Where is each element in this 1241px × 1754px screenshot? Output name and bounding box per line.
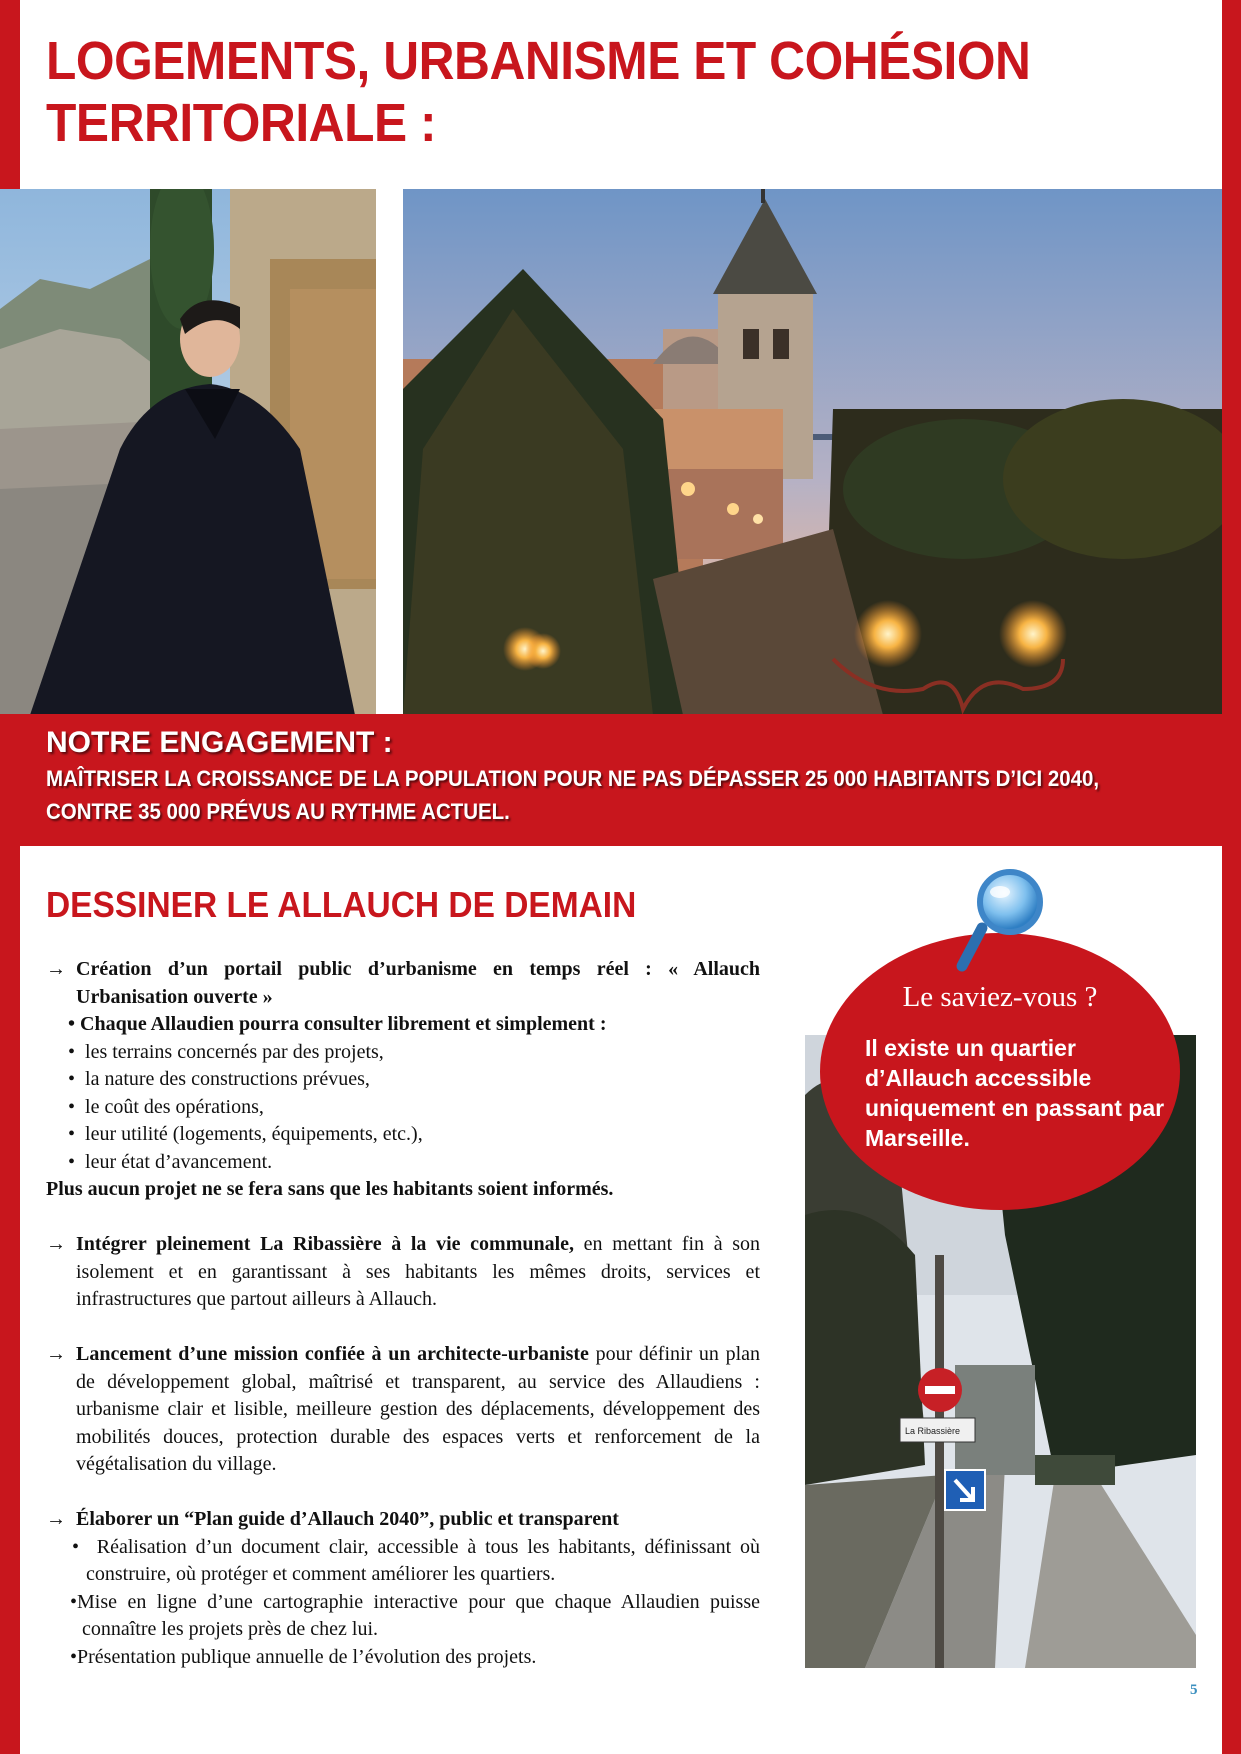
page-title-line-1: LOGEMENTS, URBANISME ET COHÉSION (46, 31, 1031, 91)
bullet-icon: • (68, 1150, 76, 1173)
block1-lead: → Création d’un portail public d’urbanisme en temps réel : « Allauch Urbanisation ouverte » (46, 958, 760, 1008)
list-item: • Réalisation d’un document clair, accessible à tous les habitants, définissant où construire, où protéger et comment améliorer les quartiers. (72, 1535, 760, 1585)
magnifying-glass-icon (952, 866, 1052, 976)
section-title: DESSINER LE ALLAUCH DE DEMAIN (46, 884, 637, 925)
did-you-know-text: Il existe un quartier d’Allauch accessible uniquement en passant par Marseille. (865, 1035, 1165, 1151)
left-red-bar (0, 0, 20, 190)
block2: → Intégrer pleinement La Ribassière à la vie communale, en mettant fin à son isolement et en garantissant à ses habitants les mêmes droits, services et infrastructures que partout ailleurs à Allauch. (46, 1233, 760, 1310)
list-item: • leur état d’avancement. (68, 1150, 273, 1173)
block4-lead: → Élaborer un “Plan guide d’Allauch 2040”, public et transparent (46, 1506, 760, 1534)
candidate-photo (0, 189, 376, 715)
sign-label: La Ribassière (905, 1426, 961, 1436)
arrow-icon: → (46, 1508, 66, 1530)
list-item: • la nature des constructions prévues, (68, 1068, 370, 1090)
list-item: •Mise en ligne d’une cartographie interactive pour que chaque Allaudien puisse connaître les projets près de chez lui. (70, 1590, 760, 1640)
engagement-line-2: CONTRE 35 000 PRÉVUS AU RYTHME ACTUEL. (46, 799, 510, 824)
section-body (46, 956, 760, 1671)
left-red-bar-lower (0, 845, 20, 1754)
page-number: 5 (1190, 1682, 1198, 1698)
list-item: •Présentation publique annuelle de l’évolution des projets. (70, 1645, 537, 1668)
list-item: • le coût des opérations, (68, 1095, 264, 1118)
page-title-line-2: TERRITORIALE : (46, 93, 437, 153)
engagement-title: NOTRE ENGAGEMENT : (46, 726, 393, 759)
engagement-text (46, 762, 1134, 828)
did-you-know-title: Le saviez-vous ? (902, 981, 1098, 1013)
bullet-icon: • (68, 1095, 76, 1118)
block3: → Lancement d’une mission confiée à un architecte-urbaniste pour définir un plan de développement global, maîtrisé et transparent, au service des Allaudiens : urbanisme clair et lisible, meilleure gestion des déplacements, développement des mobilités douces, protection durable des espaces verts et renforcement de la végétalisation du village. (46, 1343, 761, 1475)
bullet-icon: • (70, 1590, 78, 1613)
arrow-icon: → (46, 958, 66, 980)
engagement-banner (0, 714, 1222, 846)
list-item: • leur utilité (logements, équipements, etc.), (68, 1123, 423, 1145)
arrow-icon: → (46, 1233, 66, 1255)
bullet-icon: • (68, 1123, 76, 1145)
bullet-icon: • (70, 1645, 78, 1668)
bullet-icon: • (68, 1040, 76, 1063)
bullet-icon: • (72, 1535, 80, 1558)
bullet-icon: • (68, 1013, 76, 1035)
arrow-icon: → (46, 1343, 66, 1365)
page-title (46, 30, 1104, 154)
village-photo (403, 189, 1222, 715)
list-item: • les terrains concernés par des projets, (68, 1040, 384, 1063)
engagement-line-1: MAÎTRISER LA CROISSANCE DE LA POPULATION POUR NE PAS DÉPASSER 25 000 HABITANTS D’ICI 2040, (46, 766, 1100, 791)
block1-conclusion: Plus aucun projet ne se fera sans que les habitants soient informés. (46, 1178, 614, 1200)
block1-sub: • Chaque Allaudien pourra consulter librement et simplement : (68, 1013, 607, 1035)
right-red-bar (1222, 0, 1241, 1754)
bullet-icon: • (68, 1068, 76, 1090)
